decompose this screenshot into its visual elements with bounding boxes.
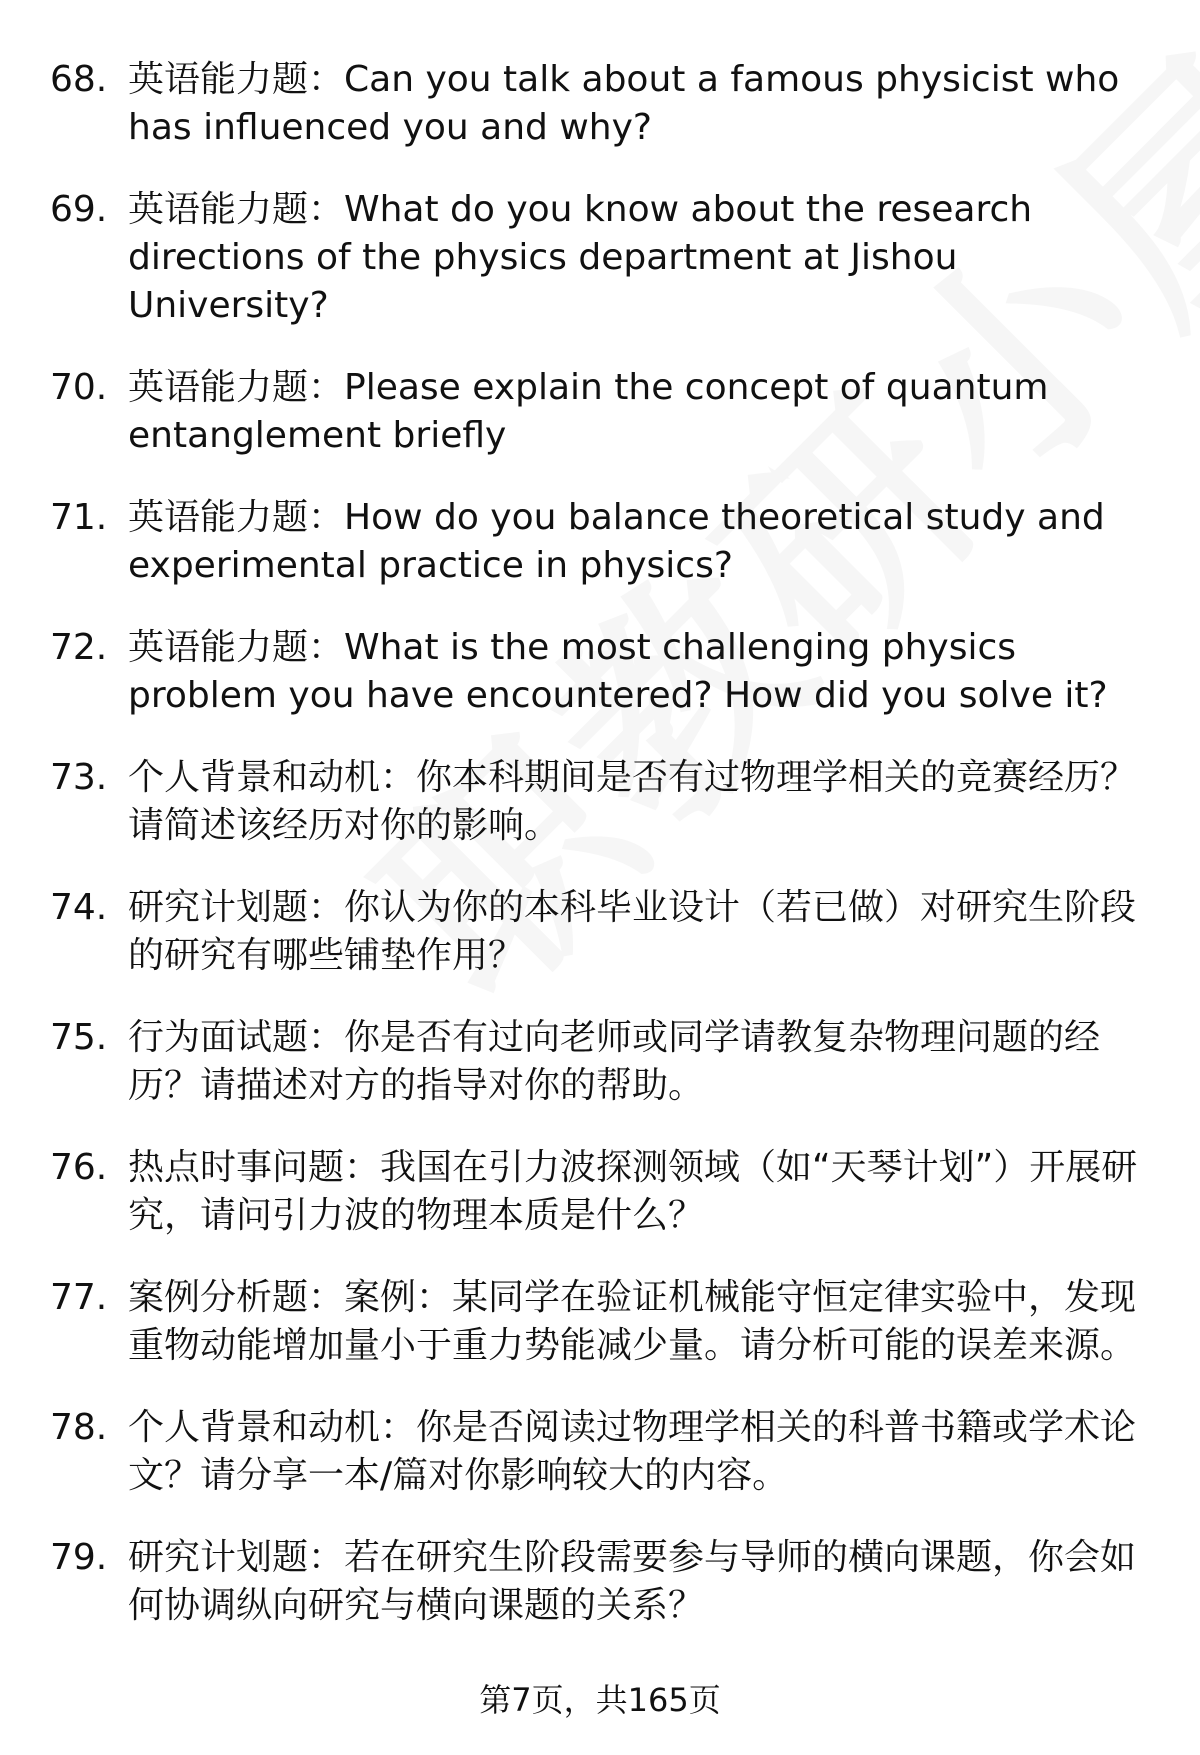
question-text: 研究计划题：你认为你的本科毕业设计（若已做）对研究生阶段的研究有哪些铺垫作用？ — [128, 887, 1137, 976]
page-footer: 第7页，共165页 — [479, 1681, 721, 1719]
question-number: 73. — [50, 757, 108, 798]
question-item-79 — [0, 1534, 1200, 1630]
question-item-71 — [0, 494, 1200, 590]
question-text: 英语能力题：What is the most challenging physics problem you have encountered? How did you solve it? — [128, 627, 1108, 716]
question-item-77 — [0, 1274, 1200, 1370]
question-number: 71. — [50, 497, 108, 538]
question-number: 79. — [50, 1537, 108, 1578]
question-text: 个人背景和动机：你是否阅读过物理学相关的科普书籍或学术论文？请分享一本/篇对你影响较大的内容。 — [128, 1407, 1137, 1496]
question-number: 69. — [50, 189, 108, 230]
question-text: 行为面试题：你是否有过向老师或同学请教复杂物理问题的经历？请描述对方的指导对你的帮助。 — [128, 1017, 1101, 1106]
question-item-75 — [0, 1014, 1200, 1110]
question-item-78 — [0, 1404, 1200, 1500]
question-number: 77. — [50, 1277, 108, 1318]
question-number: 72. — [50, 627, 108, 668]
question-item-70 — [0, 364, 1200, 460]
question-item-74 — [0, 884, 1200, 980]
question-text: 研究计划题：若在研究生阶段需要参与导师的横向课题，你会如何协调纵向研究与横向课题的关系？ — [128, 1537, 1137, 1626]
question-item-72 — [0, 624, 1200, 720]
question-text: 英语能力题：Can you talk about a famous physicist who has influenced you and why? — [128, 59, 1120, 148]
question-number: 68. — [50, 59, 108, 100]
question-item-73 — [0, 754, 1200, 850]
question-text: 英语能力题：Please explain the concept of quantum entanglement briefly — [128, 367, 1049, 456]
question-list — [0, 56, 1200, 1664]
question-text: 英语能力题：What do you know about the research directions of the physics department at Jishou University? — [128, 189, 1033, 326]
question-number: 74. — [50, 887, 108, 928]
question-text: 热点时事问题：我国在引力波探测领域（如“天琴计划”）开展研究，请问引力波的物理本质是什么？ — [128, 1147, 1138, 1236]
question-item-69 — [0, 186, 1200, 330]
question-number: 70. — [50, 367, 108, 408]
question-text: 个人背景和动机：你本科期间是否有过物理学相关的竞赛经历？请简述该经历对你的影响。 — [128, 757, 1137, 846]
question-text: 案例分析题：案例：某同学在验证机械能守恒定律实验中，发现重物动能增加量小于重力势能减少量。请分析可能的误差来源。 — [128, 1277, 1137, 1366]
question-text: 英语能力题：How do you balance theoretical study and experimental practice in physics? — [128, 497, 1105, 586]
question-item-68 — [0, 56, 1200, 152]
question-number: 76. — [50, 1147, 108, 1188]
question-number: 75. — [50, 1017, 108, 1058]
question-item-76 — [0, 1144, 1200, 1240]
question-number: 78. — [50, 1407, 108, 1448]
